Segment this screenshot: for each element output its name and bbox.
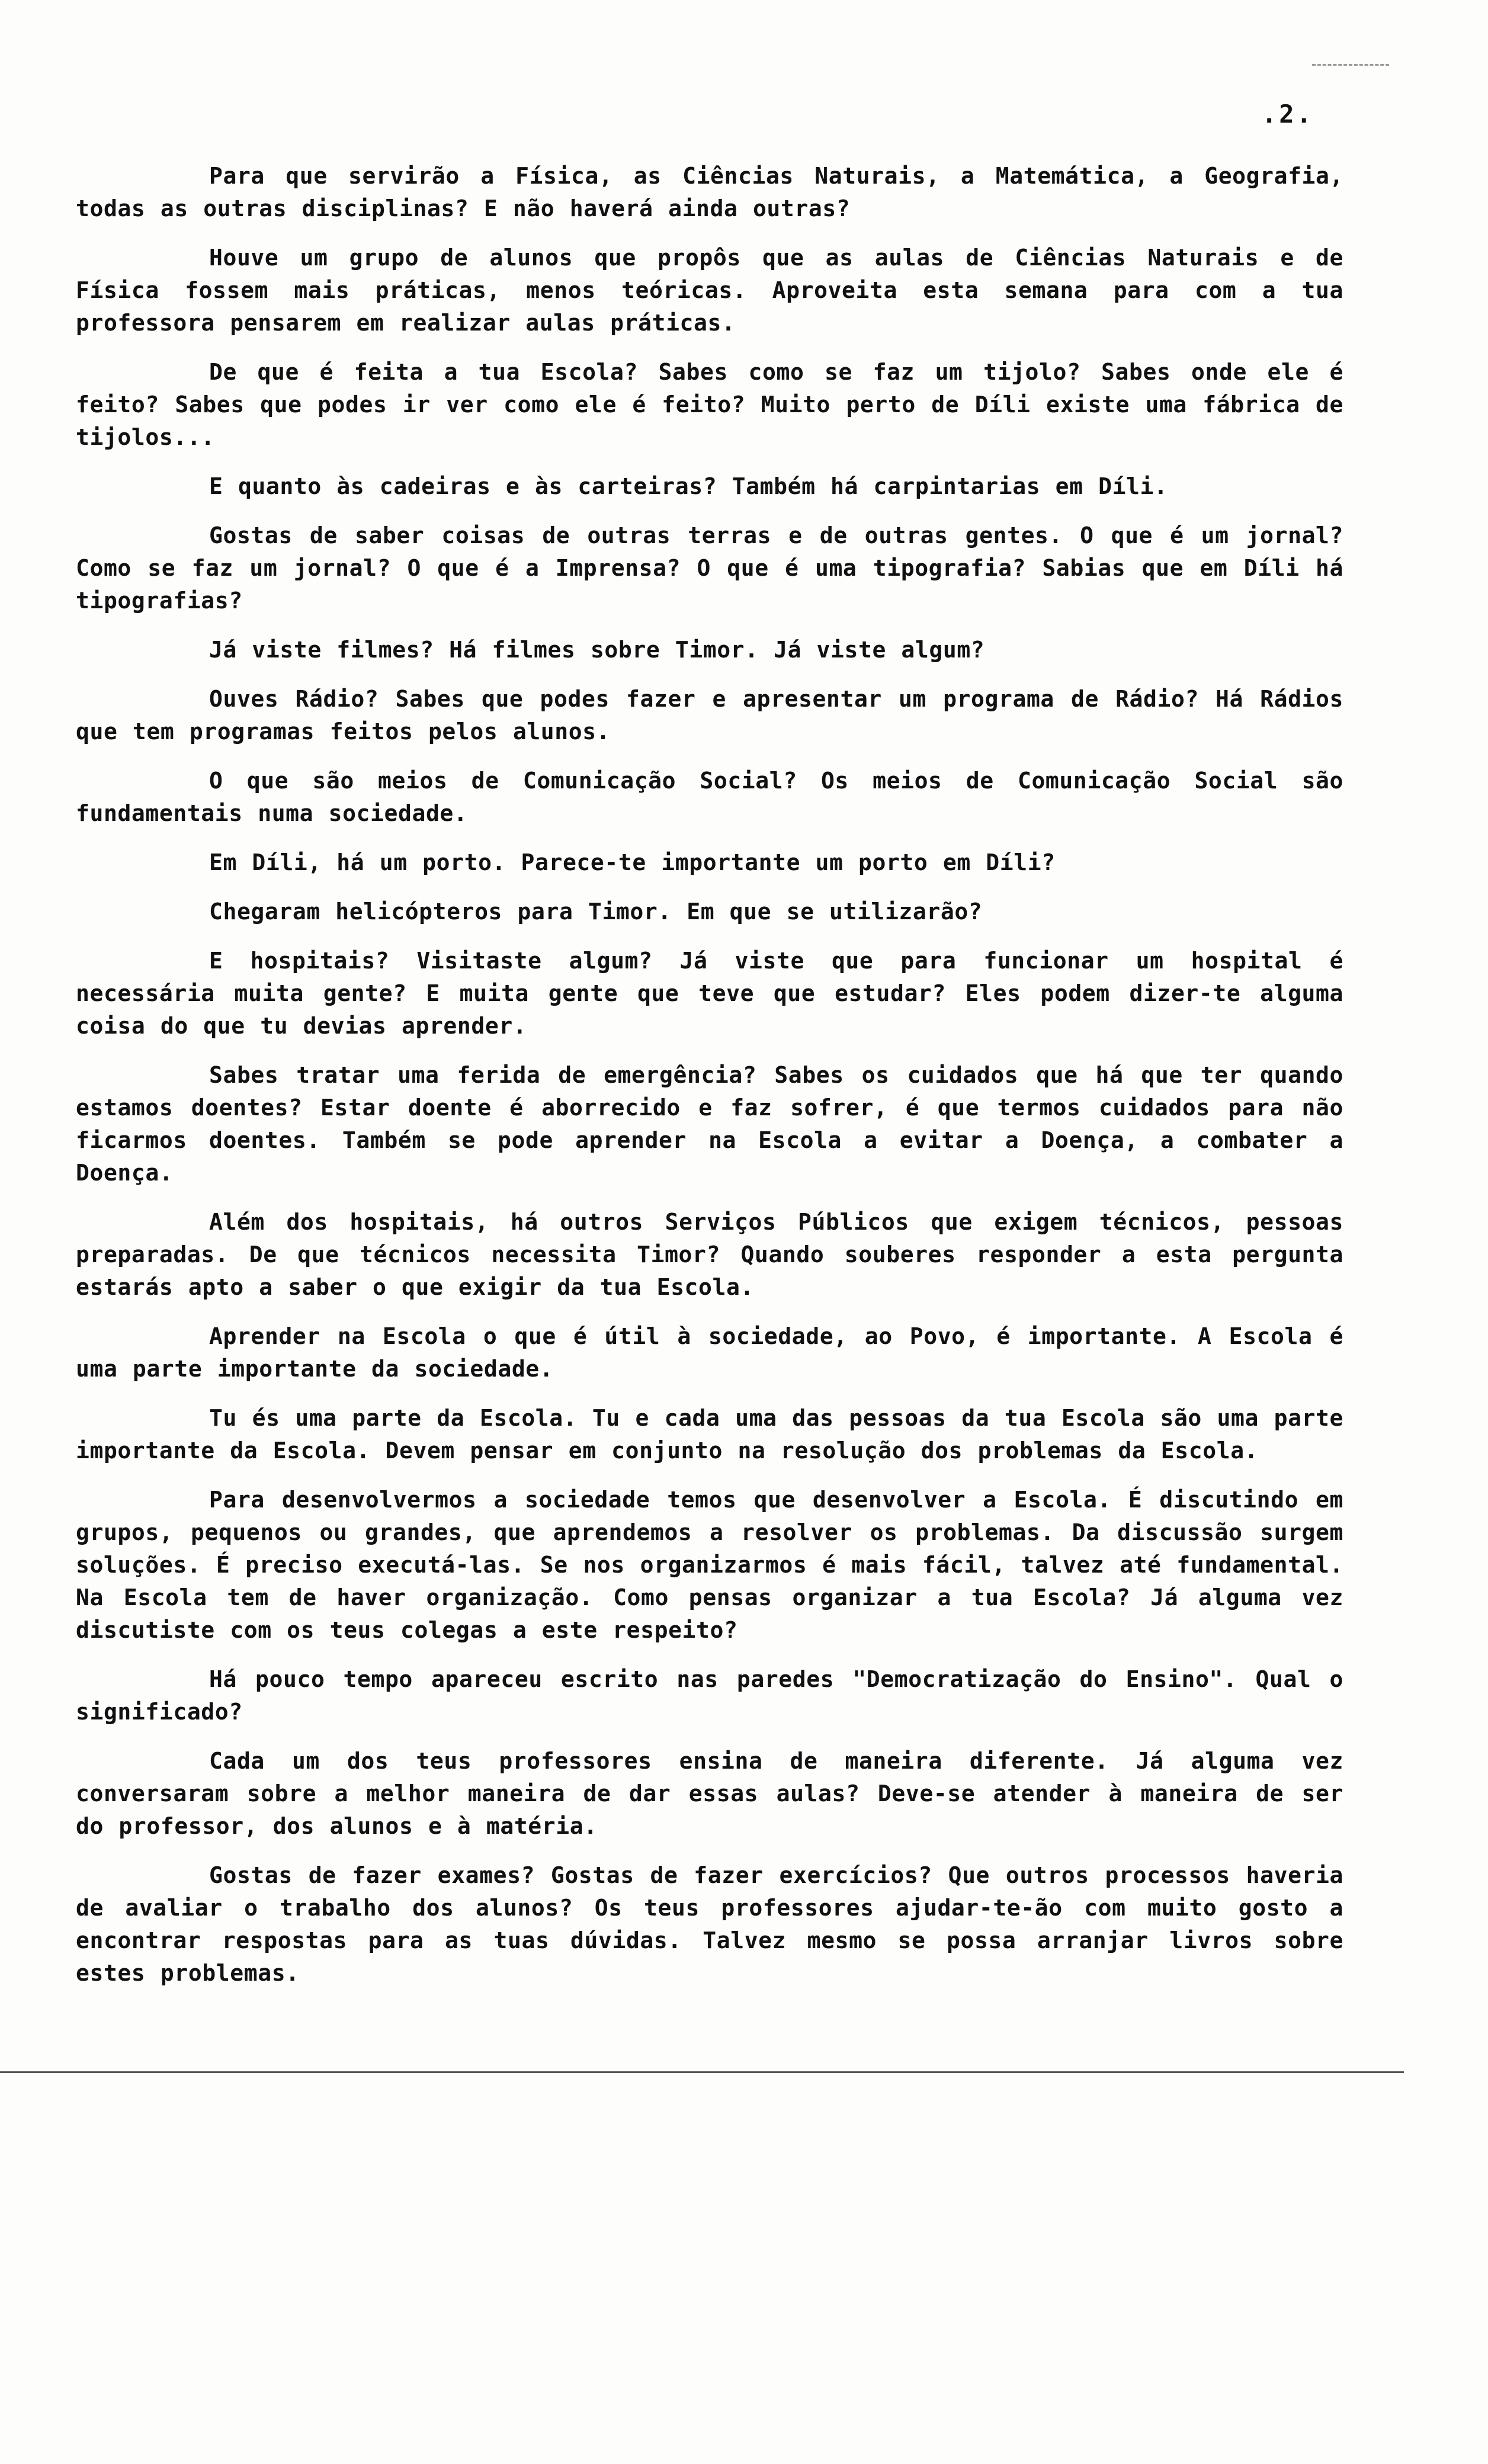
- paragraph: Há pouco tempo apareceu escrito nas paredes "Democratização do Ensino". Qual o significado?: [76, 1666, 1343, 1725]
- paragraph: Sabes tratar uma ferida de emergência? Sabes os cuidados que há que ter quando estamos doentes? Estar doente é aborrecido e faz sofrer, é que termos cuidados para não ficarmos doentes. Também se pode aprender na Escola a evitar a Doença, a combater a Doença.: [76, 1062, 1343, 1186]
- paragraph: Já viste filmes? Há filmes sobre Timor. Já viste algum?: [209, 637, 985, 663]
- paragraph: De que é feita a tua Escola? Sabes como se faz um tijolo? Sabes onde ele é feito? Sabes que podes ir ver como ele é feito? Muito perto de Díli existe uma fábrica de tijolos...: [76, 359, 1343, 450]
- paragraph: Chegaram helicópteros para Timor. Em que se utilizarão?: [209, 899, 983, 925]
- paragraph: Tu és uma parte da Escola. Tu e cada uma das pessoas da tua Escola são uma parte importante da Escola. Devem pensar em conjunto na resolução dos problemas da Escola.: [76, 1405, 1343, 1464]
- paragraph: Para que servirão a Física, as Ciências Naturais, a Matemática, a Geografia, todas as outras disciplinas? E não haverá ainda outras?: [76, 163, 1343, 222]
- paragraph: O que são meios de Comunicação Social? Os meios de Comunicação Social são fundamentais numa sociedade.: [76, 768, 1343, 826]
- paragraph: Em Díli, há um porto. Parece-te importante um porto em Díli?: [209, 849, 1056, 875]
- paragraph: Cada um dos teus professores ensina de maneira diferente. Já alguma vez conversaram sobre a melhor maneira de dar essas aulas? Deve-se atender à maneira de ser do professor, dos alunos e à matéria.: [76, 1748, 1343, 1839]
- paragraph: E hospitais? Visitaste algum? Já viste que para funcionar um hospital é necessária muita gente? E muita gente que teve que estudar? Eles podem dizer-te alguma coisa do que tu devias aprender.: [76, 948, 1343, 1039]
- paragraph: Além dos hospitais, há outros Serviços Públicos que exigem técnicos, pessoas preparadas. De que técnicos necessita Timor? Quando souberes responder a esta pergunta estarás apto a saber o que exigir da tua Escola.: [76, 1209, 1343, 1300]
- paragraph: Gostas de saber coisas de outras terras e de outras gentes. O que é um jornal? Como se faz um jornal? O que é a Imprensa? O que é uma tipografia? Sabias que em Díli há tipografias?: [76, 522, 1343, 614]
- body-text: [76, 160, 1343, 2006]
- paragraph: Aprender na Escola o que é útil à sociedade, ao Povo, é importante. A Escola é uma parte importante da sociedade.: [76, 1323, 1343, 1382]
- corner-smudge-mark: [1312, 64, 1389, 72]
- paragraph: Ouves Rádio? Sabes que podes fazer e apresentar um programa de Rádio? Há Rádios que tem programas feitos pelos alunos.: [76, 686, 1343, 745]
- paragraph: E quanto às cadeiras e às carteiras? Também há carpintarias em Díli.: [209, 473, 1168, 499]
- paragraph: Gostas de fazer exames? Gostas de fazer exercícios? Que outros processos haveria de avaliar o trabalho dos alunos? Os teus professores ajudar-te-ão com muito gosto a encontrar respostas para as tuas dúvidas. Talvez mesmo se possa arranjar livros sobre estes problemas.: [76, 1862, 1343, 1986]
- page-number: .2.: [1262, 100, 1314, 129]
- horizontal-rule: [0, 2071, 1404, 2073]
- paragraph: Para desenvolvermos a sociedade temos que desenvolver a Escola. É discutindo em grupos, pequenos ou grandes, que aprendemos a resolver os problemas. Da discussão surgem soluções. É preciso executá-las. Se nos organizarmos é mais fácil, talvez até fundamental. Na Escola tem de haver organização. Como pensas organizar a tua Escola? Já alguma vez discutiste com os teus colegas a este respeito?: [76, 1487, 1343, 1643]
- paragraph: Houve um grupo de alunos que propôs que as aulas de Ciências Naturais e de Física fossem mais práticas, menos teóricas. Aproveita esta semana para com a tua professora pensarem em realizar aulas práticas.: [76, 245, 1343, 336]
